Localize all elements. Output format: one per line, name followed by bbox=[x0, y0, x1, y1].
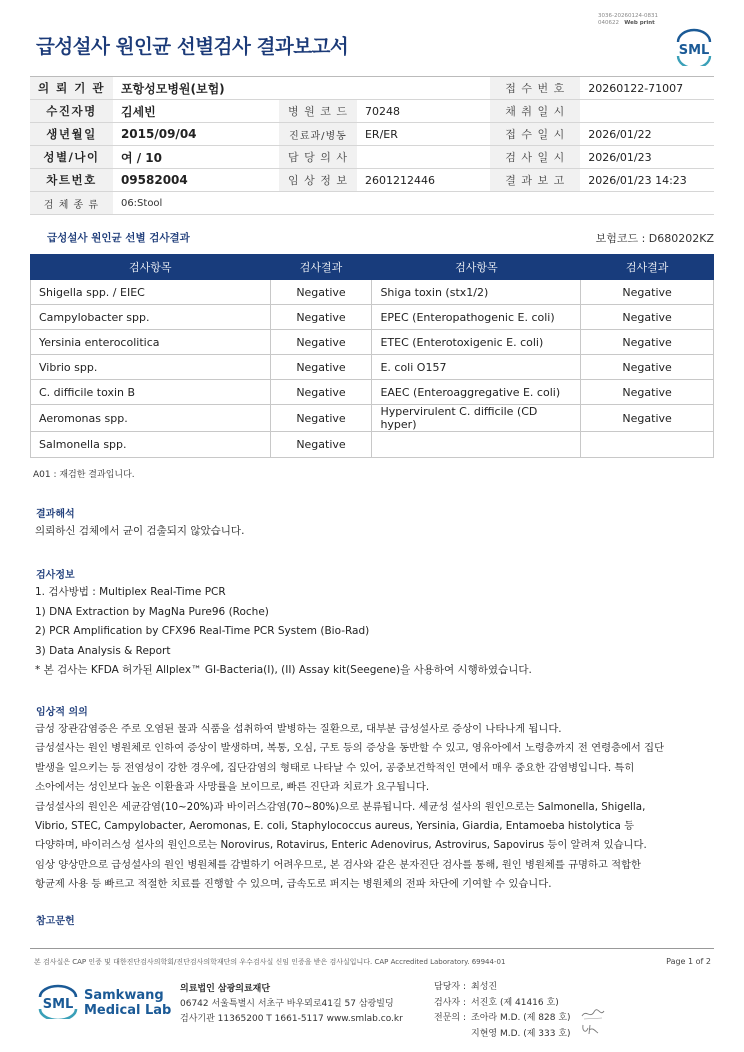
test-item: E. coli O157 bbox=[372, 355, 581, 380]
staff-role: 검사자 : bbox=[434, 997, 466, 1008]
info-row bbox=[30, 192, 714, 215]
test-result bbox=[581, 432, 714, 457]
staff-name: 지현영 M.D. (제 333 호) bbox=[471, 1028, 571, 1039]
staff-role: 전문의 : bbox=[434, 1013, 466, 1023]
test-info-line: 3) Data Analysis & Report bbox=[35, 644, 171, 657]
page-number: Page 1 of 2 bbox=[666, 957, 711, 966]
test-item: C. difficile toxin B bbox=[31, 380, 271, 405]
foundation-contact: 검사기관 11365200 T 1661-5117 www.smlab.co.kr bbox=[180, 1014, 403, 1024]
info-row bbox=[30, 77, 714, 100]
chart-no-value: 09582004 bbox=[113, 169, 279, 192]
institution-value: 포항성모병원(보험) bbox=[113, 77, 490, 100]
info-row bbox=[30, 123, 714, 146]
test-info-title: 검사정보 bbox=[36, 570, 75, 581]
test-info-line: 2) PCR Amplification by CFX96 Real-Time PCR System (Bio-Rad) bbox=[35, 625, 370, 637]
test-item: ETEC (Enterotoxigenic E. coli) bbox=[372, 330, 581, 355]
clinical-info-value: 2601212446 bbox=[357, 169, 490, 192]
table-row bbox=[31, 405, 714, 432]
test-item: Vibrio spp. bbox=[31, 355, 271, 380]
column-header: 검사항목 bbox=[31, 255, 271, 280]
report-date-value: 2026/01/23 14:23 bbox=[580, 169, 714, 192]
column-header: 검사항목 bbox=[372, 255, 581, 280]
patient-name-label: 수진자명 bbox=[30, 100, 113, 123]
birth-label: 생년월일 bbox=[30, 123, 113, 146]
foundation-info bbox=[180, 982, 403, 1027]
sml-footer-logo-icon bbox=[36, 983, 80, 1019]
table-row bbox=[31, 330, 714, 355]
test-result: Negative bbox=[581, 380, 714, 405]
test-item: EAEC (Enteroaggregative E. coli) bbox=[372, 380, 581, 405]
dept-label: 진료과/병동 bbox=[279, 123, 357, 146]
test-item: Shigella spp. / EIEC bbox=[31, 280, 271, 305]
receipt-date-value: 2026/01/22 bbox=[580, 123, 714, 146]
hospital-code-value: 70248 bbox=[357, 100, 490, 123]
results-table bbox=[30, 254, 714, 458]
table-row bbox=[31, 380, 714, 405]
staff-role: 담당자 : bbox=[434, 982, 466, 992]
test-info-line: 1) DNA Extraction by MagNa Pure96 (Roche) bbox=[35, 605, 269, 618]
brand-line1: Samkwang bbox=[84, 988, 164, 1003]
receipt-no-label: 접 수 번 호 bbox=[490, 77, 580, 100]
test-result: Negative bbox=[270, 305, 372, 330]
table-row bbox=[31, 355, 714, 380]
test-result: Negative bbox=[270, 280, 372, 305]
interpretation-text: 의뢰하신 검체에서 균이 검출되지 않았습니다. bbox=[35, 525, 245, 537]
test-date-value: 2026/01/23 bbox=[580, 146, 714, 169]
test-result: Negative bbox=[270, 380, 372, 405]
test-item: Shiga toxin (stx1/2) bbox=[372, 280, 581, 305]
document-code-line2: 040622 bbox=[598, 19, 619, 26]
info-row bbox=[30, 169, 714, 192]
test-item: Yersinia enterocolitica bbox=[31, 330, 271, 355]
table-row bbox=[31, 280, 714, 305]
footer-divider bbox=[30, 948, 714, 949]
sml-logo-text: SML bbox=[678, 43, 710, 58]
insurance-code: 보험코드 : D680202KZ bbox=[595, 232, 714, 245]
sml-footer-logo-text: SML bbox=[42, 997, 74, 1012]
test-item bbox=[372, 432, 581, 457]
clinical-info-label: 임 상 정 보 bbox=[279, 169, 357, 192]
test-info-text bbox=[35, 583, 725, 681]
column-header: 검사결과 bbox=[270, 255, 372, 280]
test-result: Negative bbox=[270, 432, 372, 457]
retest-note: A01 : 재검한 결과입니다. bbox=[33, 470, 135, 480]
receipt-no-value: 20260122-71007 bbox=[580, 77, 714, 100]
receipt-date-label: 접 수 일 시 bbox=[490, 123, 580, 146]
birth-value: 2015/09/04 bbox=[113, 123, 279, 146]
staff-row bbox=[427, 1027, 571, 1043]
report-title: 급성설사 원인균 선별검사 결과보고서 bbox=[36, 35, 349, 58]
collect-date-label: 채 취 일 시 bbox=[490, 100, 580, 123]
staff-role bbox=[427, 1027, 466, 1043]
report-date-label: 결 과 보 고 bbox=[490, 169, 580, 192]
brand-name bbox=[84, 988, 171, 1018]
clinical-line: 항균제 사용 등 빠르고 적절한 치료를 진행할 수 있으며, 급속도로 퍼지는 병원체의 전파 차단에 기여할 수 있습니다. bbox=[35, 878, 552, 891]
test-result: Negative bbox=[581, 280, 714, 305]
results-section-title: 급성설사 원인균 선별 검사결과 bbox=[47, 232, 190, 244]
staff-row bbox=[427, 996, 571, 1012]
test-result: Negative bbox=[270, 355, 372, 380]
test-result: Negative bbox=[270, 330, 372, 355]
test-item: Campylobacter spp. bbox=[31, 305, 271, 330]
clinical-line: 발생을 일으키는 등 전염성이 강한 경우에, 집단감염의 형태로 나타날 수 있어, 공중보건학적인 면에서 매우 중요한 감염병입니다. 특히 bbox=[35, 761, 635, 774]
signature-icon bbox=[580, 1022, 602, 1036]
staff-name: 조아라 M.D. (제 828 호) bbox=[471, 1013, 571, 1023]
chart-no-label: 차트번호 bbox=[30, 169, 113, 192]
patient-info-table bbox=[30, 76, 714, 215]
info-row bbox=[30, 100, 714, 123]
staff-row bbox=[427, 980, 571, 996]
staff-name: 최성진 bbox=[471, 982, 498, 992]
test-result: Negative bbox=[581, 405, 714, 432]
certification-text: 본 검사실은 CAP 인증 및 대한진단검사의학회/진단검사의학재단의 우수검사실 신임 인증을 받은 검사실입니다. CAP Accredited Laboratory. 69944-01 bbox=[34, 958, 506, 966]
test-item: Aeromonas spp. bbox=[31, 405, 271, 432]
clinical-line: 급성설사의 원인은 세균감염(10~20%)과 바이러스감염(70~80%)으로 분류됩니다. 세균성 설사의 원인으로는 Salmonella, Shigella, bbox=[35, 800, 646, 813]
clinical-line: 다양하며, 바이러스성 설사의 원인으로는 Norovirus, Rotavirus, Enteric Adenovirus, Astrovirus, Sapovirus 등이 알려져 있습니다. bbox=[35, 839, 647, 852]
test-info-line: 1. 검사방법 : Multiplex Real-Time PCR bbox=[35, 586, 226, 598]
info-row bbox=[30, 146, 714, 169]
staff-row bbox=[427, 1011, 571, 1027]
staff-list bbox=[427, 980, 571, 1042]
clinical-line: 급성설사는 원인 병원체로 인하여 증상이 발생하며, 복통, 오심, 구토 등의 증상을 동반할 수 있고, 영유아에서 노령층까지 전 연령층에서 집단 bbox=[35, 742, 665, 755]
results-header-row bbox=[31, 255, 714, 280]
sml-logo-icon bbox=[672, 26, 716, 66]
test-result: Negative bbox=[581, 355, 714, 380]
staff-name: 서진호 (제 41416 호) bbox=[471, 997, 559, 1008]
specimen-value: 06:Stool bbox=[113, 192, 714, 215]
clinical-line: 소아에서는 성인보다 높은 이환율과 사망률을 보이므로, 빠른 진단과 치료가 요구됩니다. bbox=[35, 781, 430, 794]
web-print-label: Web print bbox=[624, 19, 655, 26]
table-row bbox=[31, 305, 714, 330]
interpretation-title: 결과해석 bbox=[36, 509, 75, 520]
collect-date-value bbox=[580, 100, 714, 123]
clinical-significance-title: 임상적 의의 bbox=[36, 707, 88, 718]
test-item: Hypervirulent C. difficile (CD hyper) bbox=[372, 405, 581, 432]
test-result: Negative bbox=[581, 305, 714, 330]
foundation-address: 06742 서울특별시 서초구 바우뫼로41길 57 삼광빌딩 bbox=[180, 999, 394, 1009]
test-result: Negative bbox=[581, 330, 714, 355]
clinical-line: 임상 양상만으로 급성설사의 원인 병원체를 감별하기 어려우므로, 본 검사와 같은 분자진단 검사를 통해, 원인 병원체를 규명하고 적합한 bbox=[35, 858, 641, 871]
test-item: EPEC (Enteropathogenic E. coli) bbox=[372, 305, 581, 330]
foundation-name: 의료법인 삼광의료재단 bbox=[180, 984, 271, 994]
document-code bbox=[598, 13, 668, 26]
signature-icon bbox=[580, 1007, 606, 1021]
clinical-line: 급성 장관감염증은 주로 오염된 물과 식품을 섭취하여 발병하는 질환으로, 대부분 급성설사로 증상이 나타나게 됩니다. bbox=[35, 723, 562, 735]
references-title: 참고문헌 bbox=[36, 916, 75, 927]
test-date-label: 검 사 일 시 bbox=[490, 146, 580, 169]
doctor-value bbox=[357, 146, 490, 169]
sex-age-value: 여 / 10 bbox=[113, 146, 279, 169]
test-info-line: * 본 검사는 KFDA 허가된 Allplex™ GI-Bacteria(I), (II) Assay kit(Seegene)을 사용하여 시행하였습니다. bbox=[35, 664, 532, 676]
clinical-line: Vibrio, STEC, Campylobacter, Aeromonas, E. coli, Staphylococcus aureus, Yersinia, Giardia, Entamoeba histolytica 등 bbox=[35, 820, 635, 833]
column-header: 검사결과 bbox=[581, 255, 714, 280]
document-code-line1: 3036-20260124-0831 bbox=[598, 13, 658, 19]
patient-name-value: 김세빈 bbox=[113, 100, 279, 123]
table-row bbox=[31, 432, 714, 457]
dept-value: ER/ER bbox=[357, 123, 490, 146]
hospital-code-label: 병 원 코 드 bbox=[279, 100, 357, 123]
clinical-significance-text bbox=[35, 720, 725, 895]
doctor-label: 담 당 의 사 bbox=[279, 146, 357, 169]
specimen-label: 검 체 종 류 bbox=[30, 192, 113, 215]
test-item: Salmonella spp. bbox=[31, 432, 271, 457]
brand-line2: Medical Lab bbox=[84, 1003, 172, 1018]
sex-age-label: 성별/나이 bbox=[30, 146, 113, 169]
test-result: Negative bbox=[270, 405, 372, 432]
institution-label: 의 뢰 기 관 bbox=[30, 77, 113, 100]
